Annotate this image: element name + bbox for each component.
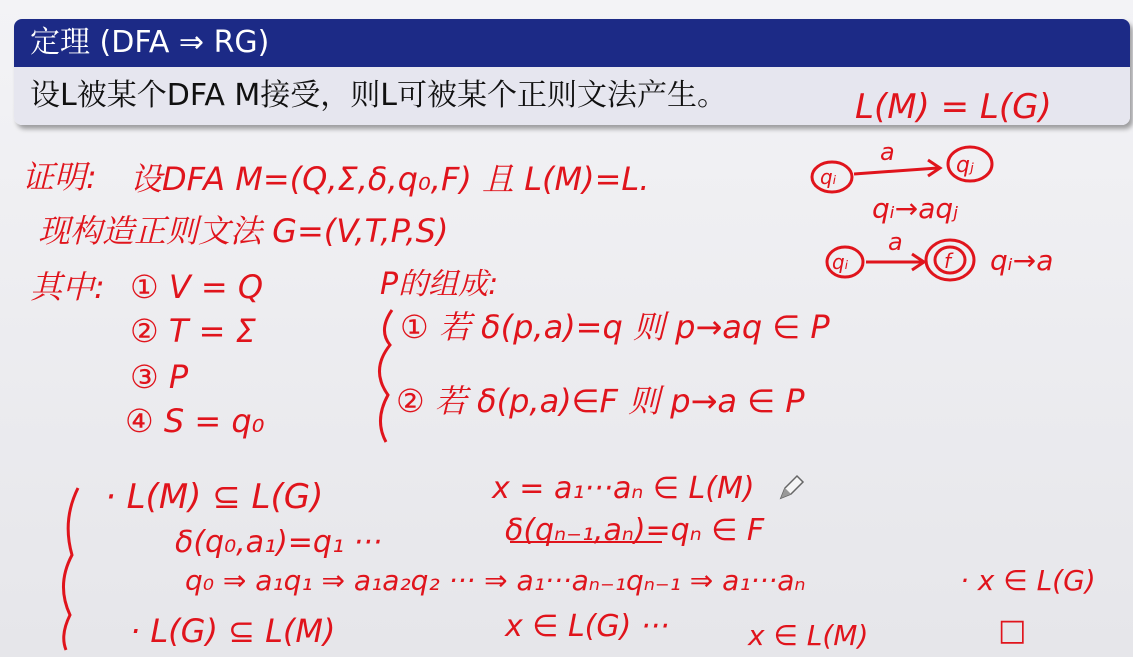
theorem-statement: 设L被某个DFA M接受，则L可被某个正则文法产生。 bbox=[14, 67, 1130, 125]
hw-item3: ③ P bbox=[130, 358, 189, 396]
hw-inclusion1-x: x = a₁···aₙ ∈ L(M) bbox=[492, 471, 755, 506]
hw-diag1-to: qⱼ bbox=[956, 153, 974, 178]
pen-cursor-icon bbox=[777, 474, 805, 502]
hw-where-label: 其中: bbox=[30, 268, 105, 306]
hw-rule1: ① 若 δ(p,a)=q 则 p→aq ∈ P bbox=[400, 308, 830, 346]
hw-inclusion1-conclusion: · x ∈ L(G) bbox=[960, 564, 1096, 597]
hw-delta-seq-start: δ(q₀,a₁)=q₁ ··· bbox=[175, 525, 383, 560]
hw-item1: ① V = Q bbox=[130, 268, 264, 306]
hw-diag2-to: f bbox=[944, 249, 952, 273]
hw-diag1-label: a bbox=[880, 138, 895, 166]
hw-diag1-arrow bbox=[854, 168, 938, 174]
hw-rule2: ② 若 δ(p,a)∈F 则 p→a ∈ P bbox=[396, 382, 805, 420]
hw-derivation: q₀ ⇒ a₁q₁ ⇒ a₁a₂q₂ ··· ⇒ a₁···aₙ₋₁qₙ₋₁ ⇒ a₁···aₙ bbox=[185, 564, 806, 597]
hw-item2: ② T = Σ bbox=[130, 312, 256, 350]
hw-qed: □ bbox=[998, 613, 1027, 648]
hw-diag2-from: qᵢ bbox=[832, 250, 849, 274]
hw-line1: 设DFA M=(Q,Σ,δ,q₀,F) 且 L(M)=L. bbox=[130, 160, 650, 198]
hw-inclusion2-conclusion: x ∈ L(M) bbox=[748, 619, 869, 652]
hw-inclusion1: · L(M) ⊆ L(G) bbox=[105, 477, 324, 517]
hw-proof-label: 证明: bbox=[22, 158, 97, 196]
hw-line2: 现构造正则文法 G=(V,T,P,S) bbox=[38, 212, 449, 250]
hw-diag2-label: a bbox=[888, 228, 903, 256]
hw-inclusion2: · L(G) ⊆ L(M) bbox=[130, 612, 336, 650]
hw-brace-lower bbox=[63, 488, 78, 650]
hw-diag2-rule: qᵢ→a bbox=[990, 244, 1054, 277]
hw-p-label: P的组成: bbox=[380, 267, 499, 302]
hw-diag1-rule: qᵢ→aqⱼ bbox=[872, 192, 959, 225]
hw-diag1-from: qᵢ bbox=[820, 165, 837, 189]
hw-item4: ④ S = q₀ bbox=[125, 402, 265, 440]
hw-inclusion2-x: x ∈ L(G) ··· bbox=[505, 609, 670, 644]
hw-lm-equals-lg: L(M) = L(G) bbox=[855, 87, 1052, 127]
theorem-title: 定理 (DFA ⇒ RG) bbox=[14, 19, 1130, 67]
hw-delta-seq-end: δ(qₙ₋₁,aₙ)=qₙ ∈ F bbox=[505, 513, 765, 548]
hw-brace-p bbox=[379, 310, 392, 442]
